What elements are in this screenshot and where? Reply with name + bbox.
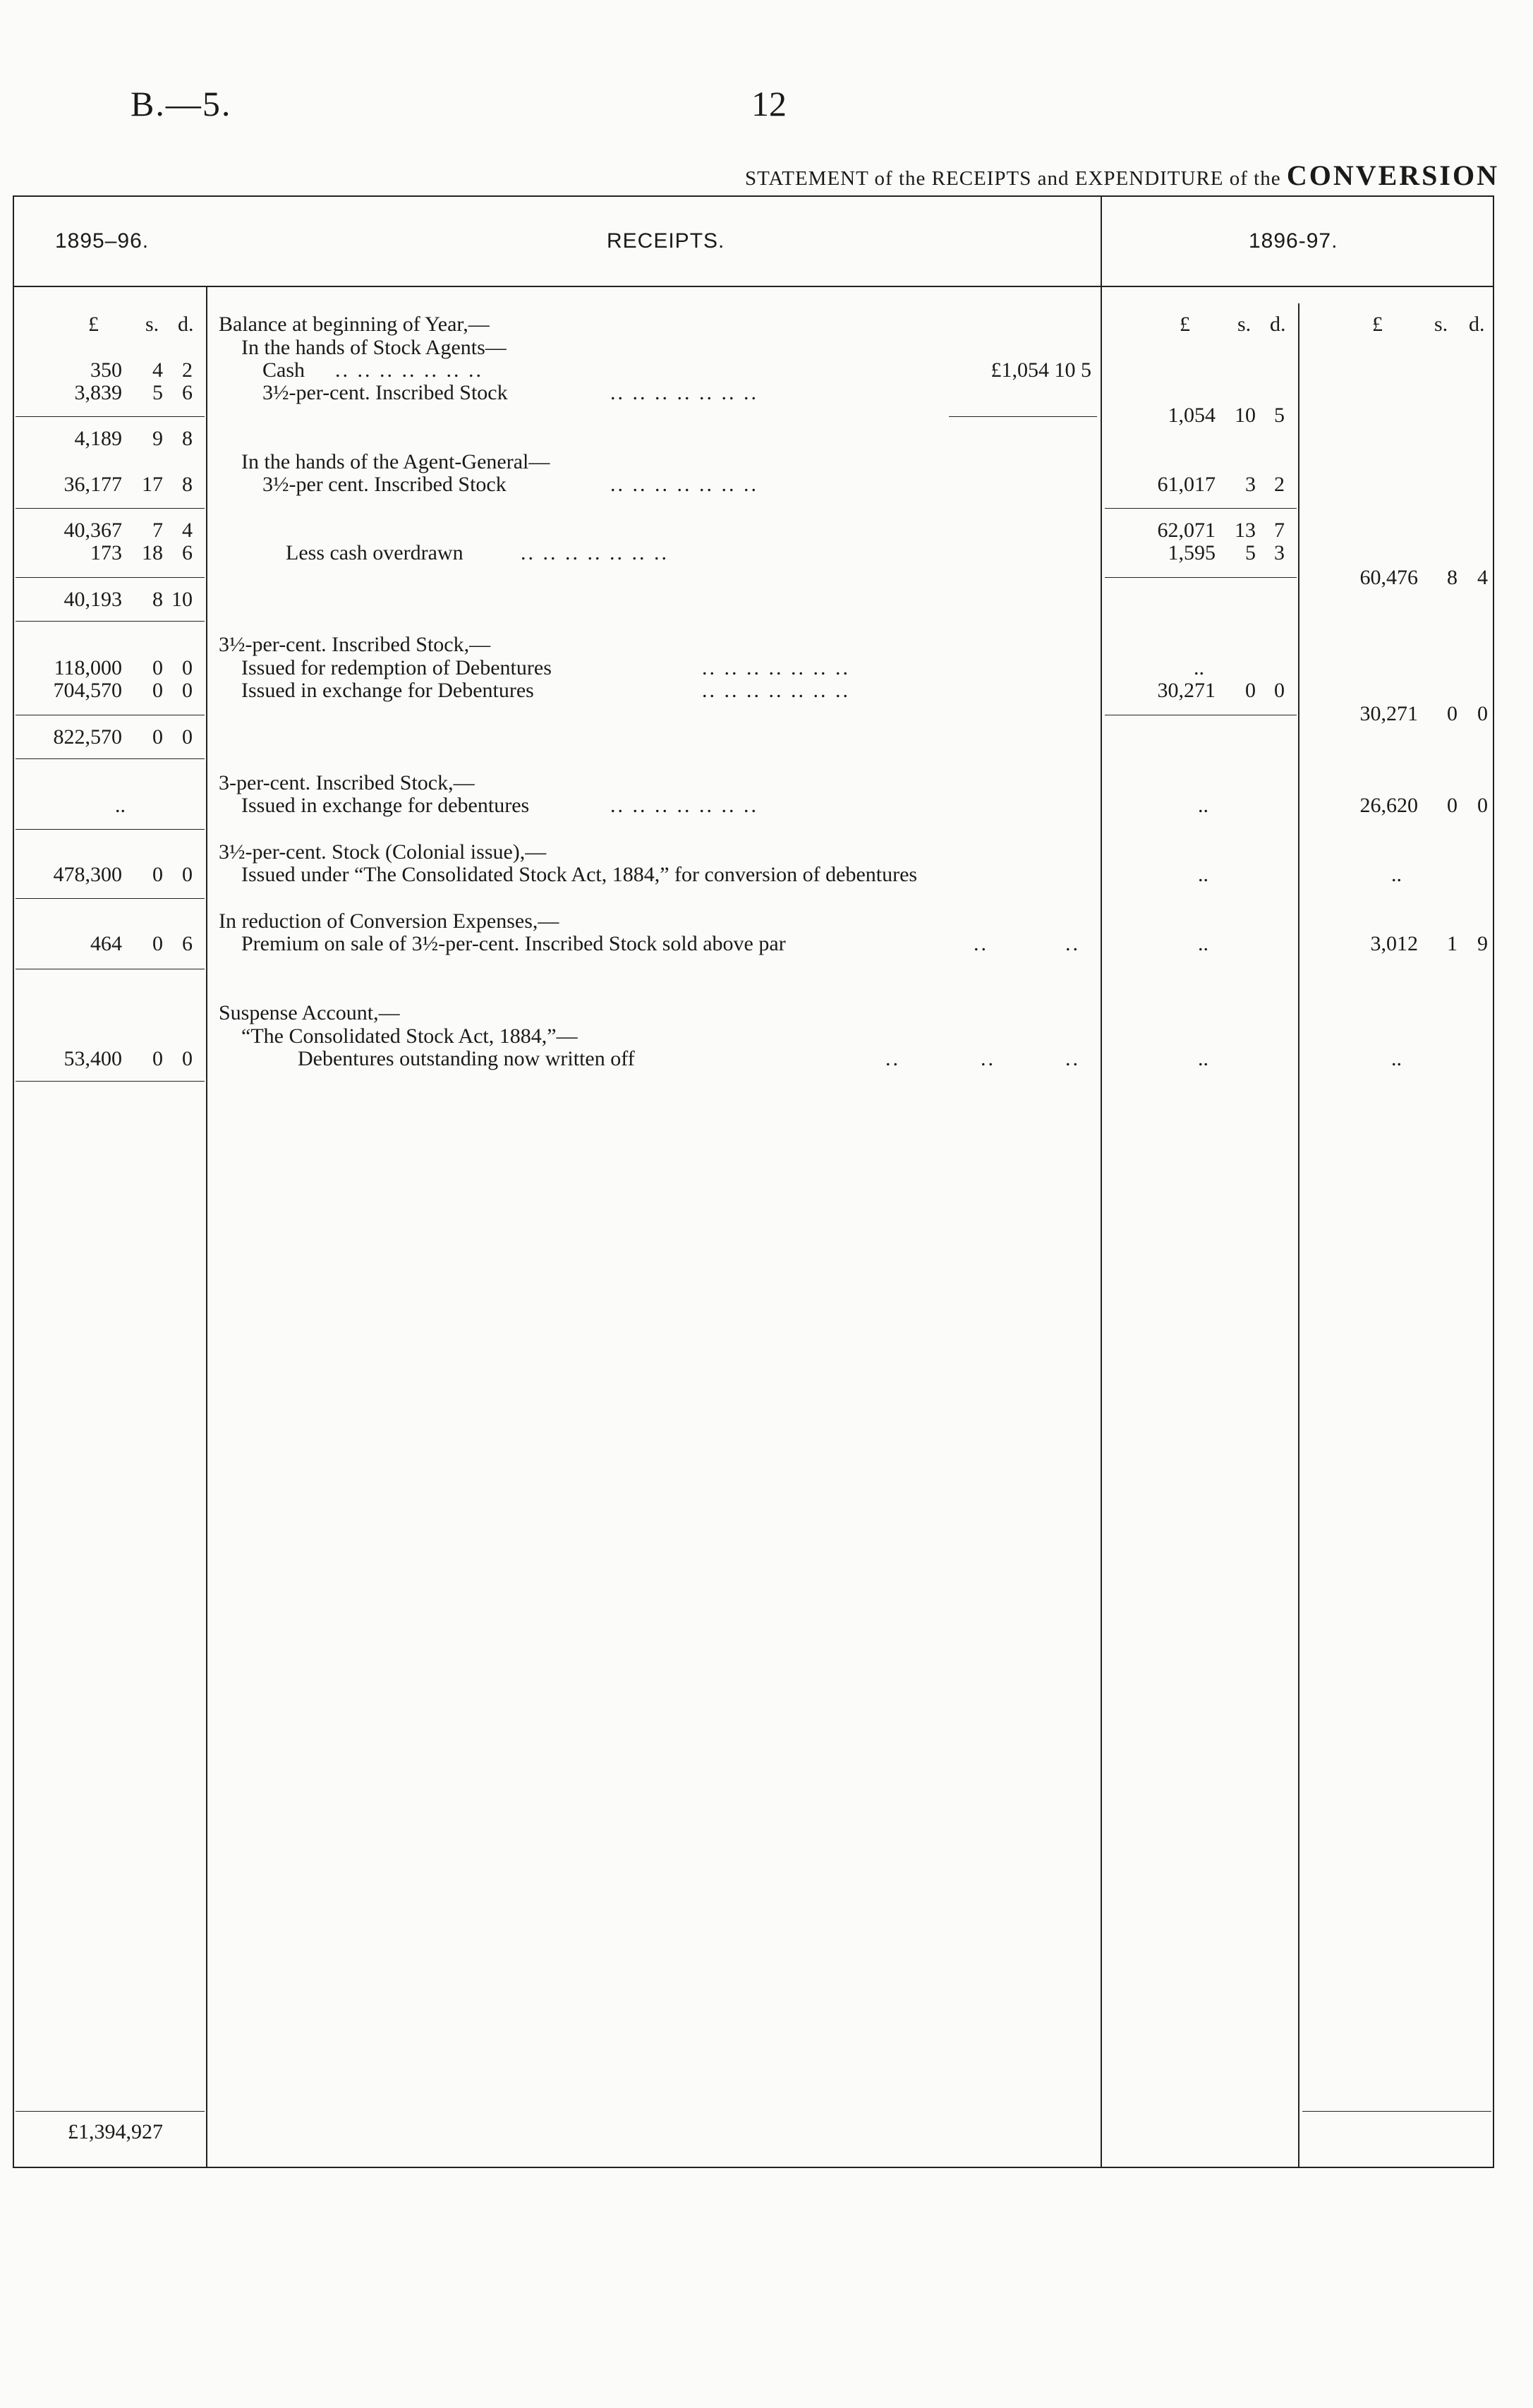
section-heading: Suspense Account,— <box>219 1001 400 1024</box>
amount-shillings: 18 <box>142 541 163 564</box>
column-header-receipts: RECEIPTS. <box>607 229 725 253</box>
amount-pence: 6 <box>182 541 193 564</box>
table-bottom-rule <box>13 2167 1494 2168</box>
amount-pounds: 36,177 <box>63 473 122 496</box>
subtotal-rule <box>1105 577 1297 578</box>
middle-column-divider <box>1298 303 1299 2167</box>
subtotal-rule <box>16 758 205 759</box>
subtotal-rule <box>16 416 205 417</box>
amount-shillings: 0 <box>1447 794 1458 817</box>
amount-shillings: 4 <box>152 358 163 382</box>
blank-marker: .. <box>1391 863 1402 886</box>
amount-pounds: 62,071 <box>1157 519 1216 542</box>
shillings-symbol: s. <box>1434 313 1448 336</box>
amount-shillings: 7 <box>152 519 163 542</box>
statement-title <box>745 159 1499 192</box>
amount-pounds: 350 <box>90 358 122 382</box>
amount-shillings: 5 <box>1245 541 1256 564</box>
left-column-divider <box>206 286 207 2167</box>
amount-pounds: 1,054 <box>1168 404 1216 427</box>
pence-symbol: d. <box>1469 313 1485 336</box>
dot-leaders: .. .. .. .. .. .. .. <box>610 473 758 496</box>
blank-marker: .. <box>1391 1047 1402 1070</box>
subtotal-rule <box>16 1081 205 1082</box>
amount-pence: 10 <box>171 588 193 611</box>
pounds-symbol: £ <box>1372 313 1383 336</box>
page-number: 12 <box>751 84 787 123</box>
amount-shillings: 0 <box>152 863 163 886</box>
amount-pence: 8 <box>182 473 193 496</box>
table-left-border <box>13 195 14 2167</box>
column-header-1896-97: 1896-97. <box>1249 229 1338 253</box>
subtotal-rule <box>1105 508 1297 509</box>
amount-pence: 0 <box>182 656 193 679</box>
line-item-label: 3½-per-cent. Inscribed Stock <box>262 381 508 404</box>
line-item-label: Premium on sale of 3½-per-cent. Inscribed Stock sold above par <box>241 932 786 955</box>
dot-leaders: .. <box>1065 1047 1080 1070</box>
shillings-symbol: s. <box>145 313 159 336</box>
amount-pence: 4 <box>1477 566 1488 589</box>
amount-pounds: 118,000 <box>54 656 122 679</box>
statement-title-prefix: STATEMENT of the RECEIPTS and EXPENDITURE of the <box>744 167 1281 190</box>
pounds-symbol: £ <box>1180 313 1190 336</box>
dot-leaders: .. <box>981 1047 995 1070</box>
subtotal-rule <box>16 577 205 578</box>
amount-pounds: 704,570 <box>53 679 122 702</box>
pounds-symbol: £ <box>88 313 99 336</box>
amount-pence: 9 <box>1477 932 1488 955</box>
dot-leaders: .. .. .. .. .. .. .. <box>335 358 483 382</box>
amount-pounds: 822,570 <box>53 725 122 749</box>
dot-leaders: .. <box>974 932 988 955</box>
amount-pounds: 1,595 <box>1168 541 1216 564</box>
blank-marker: .. <box>1198 1047 1208 1070</box>
amount-pence: 2 <box>182 358 193 382</box>
amount-pence: 2 <box>1274 473 1285 496</box>
amount-shillings: 5 <box>152 381 163 404</box>
document-reference: B.—5. <box>131 84 232 123</box>
dot-leaders: .. .. .. .. .. .. .. <box>702 679 850 702</box>
line-item-label: Cash <box>262 358 305 382</box>
amount-pounds: 173 <box>90 541 122 564</box>
amount-pounds: 4,189 <box>74 427 122 450</box>
amount-pounds: 40,367 <box>63 519 122 542</box>
section-heading: 3-per-cent. Inscribed Stock,— <box>219 771 475 794</box>
section-heading: 3½-per-cent. Inscribed Stock,— <box>219 633 491 656</box>
amount-shillings: 13 <box>1235 519 1256 542</box>
section-heading: Balance at beginning of Year,— <box>219 313 490 336</box>
sub-heading: “The Consolidated Stock Act, 1884,”— <box>241 1024 578 1048</box>
amount-pounds: 478,300 <box>53 863 122 886</box>
amount-shillings: 0 <box>152 725 163 749</box>
amount-pence: 0 <box>182 679 193 702</box>
amount-pounds: .. <box>115 794 126 817</box>
dot-leaders: .. .. .. .. .. .. .. <box>521 541 669 564</box>
amount-pence: 0 <box>1274 679 1285 702</box>
receipts-column-divider <box>1101 195 1102 2167</box>
amount-shillings: 8 <box>152 588 163 611</box>
amount-pence: 0 <box>1477 702 1488 725</box>
amount-shillings: 0 <box>1245 679 1256 702</box>
amount-pence: 0 <box>182 725 193 749</box>
amount-pence: 7 <box>1274 519 1285 542</box>
line-item-label: Debentures outstanding now written off <box>298 1047 635 1070</box>
amount-pence: 0 <box>1477 794 1488 817</box>
subtotal-rule <box>949 416 1097 417</box>
amount-pence: 6 <box>182 932 193 955</box>
pence-symbol: d. <box>178 313 194 336</box>
total-left-pounds: £1,394,927 <box>68 2120 163 2143</box>
blank-marker: .. <box>1198 863 1208 886</box>
amount-shillings: 0 <box>1447 702 1458 725</box>
amount-shillings: 0 <box>152 932 163 955</box>
dot-leaders: .. .. .. .. .. .. .. <box>610 794 758 817</box>
blank-marker: .. <box>1198 794 1208 817</box>
amount-pounds: 464 <box>90 932 122 955</box>
pence-symbol: d. <box>1270 313 1286 336</box>
totals-top-rule <box>16 2111 205 2112</box>
amount-shillings: 10 <box>1235 404 1256 427</box>
amount-pounds: 30,271 <box>1157 679 1216 702</box>
section-heading: 3½-per-cent. Stock (Colonial issue),— <box>219 840 547 864</box>
header-bottom-rule <box>13 286 1494 287</box>
inline-amount: £1,054 10 5 <box>990 358 1091 382</box>
amount-shillings: 8 <box>1447 566 1458 589</box>
amount-shillings: 0 <box>152 656 163 679</box>
amount-pounds: 60,476 <box>1359 566 1418 589</box>
amount-pounds: 3,012 <box>1370 932 1418 955</box>
amount-pence: 4 <box>182 519 193 542</box>
amount-pence: 0 <box>182 863 193 886</box>
section-heading: In reduction of Conversion Expenses,— <box>219 909 559 933</box>
amount-shillings: 0 <box>152 679 163 702</box>
amount-pounds: 30,271 <box>1359 702 1418 725</box>
line-item-label: Issued in exchange for debentures <box>241 794 530 817</box>
amount-pence: 8 <box>182 427 193 450</box>
totals-top-rule <box>1302 2111 1491 2112</box>
sub-heading: In the hands of Stock Agents— <box>241 336 507 359</box>
dot-leaders: .. <box>885 1047 900 1070</box>
statement-title-emphasis: CONVERSION <box>1286 159 1499 191</box>
subtotal-rule <box>16 898 205 899</box>
amount-pence: 6 <box>182 381 193 404</box>
amount-pounds: 61,017 <box>1157 473 1216 496</box>
amount-shillings: 0 <box>152 1047 163 1070</box>
amount-pence: 5 <box>1274 404 1285 427</box>
table-top-rule <box>13 195 1494 197</box>
blank-marker: .. <box>1198 932 1208 955</box>
amount-shillings: 9 <box>152 427 163 450</box>
line-item-label: Issued in exchange for Debentures <box>241 679 534 702</box>
amount-pounds: 26,620 <box>1359 794 1418 817</box>
amount-shillings: 1 <box>1447 932 1458 955</box>
amount-shillings: 3 <box>1245 473 1256 496</box>
subtotal-rule <box>16 508 205 509</box>
amount-shillings: 17 <box>142 473 163 496</box>
amount-pounds: 40,193 <box>63 588 122 611</box>
column-header-1895-96: 1895–96. <box>55 229 150 253</box>
line-item-label: Issued under “The Consolidated Stock Act, 1884,” for conversion of debentures <box>241 863 918 886</box>
amount-pounds: 3,839 <box>74 381 122 404</box>
subtotal-rule <box>16 621 205 622</box>
dot-leaders: .. .. .. .. .. .. .. <box>610 381 758 404</box>
sub-heading: In the hands of the Agent-General— <box>241 450 550 473</box>
shillings-symbol: s. <box>1237 313 1252 336</box>
dot-leaders: .. <box>1065 932 1080 955</box>
line-item-label: Less cash overdrawn <box>286 541 463 564</box>
blank-marker: .. <box>1194 656 1204 679</box>
amount-pence: 3 <box>1274 541 1285 564</box>
amount-pence: 0 <box>182 1047 193 1070</box>
dot-leaders: .. .. .. .. .. .. .. <box>702 656 850 679</box>
line-item-label: 3½-per cent. Inscribed Stock <box>262 473 507 496</box>
line-item-label: Issued for redemption of Debentures <box>241 656 552 679</box>
amount-pounds: 53,400 <box>63 1047 122 1070</box>
subtotal-rule <box>16 829 205 830</box>
table-right-border <box>1493 195 1494 2167</box>
